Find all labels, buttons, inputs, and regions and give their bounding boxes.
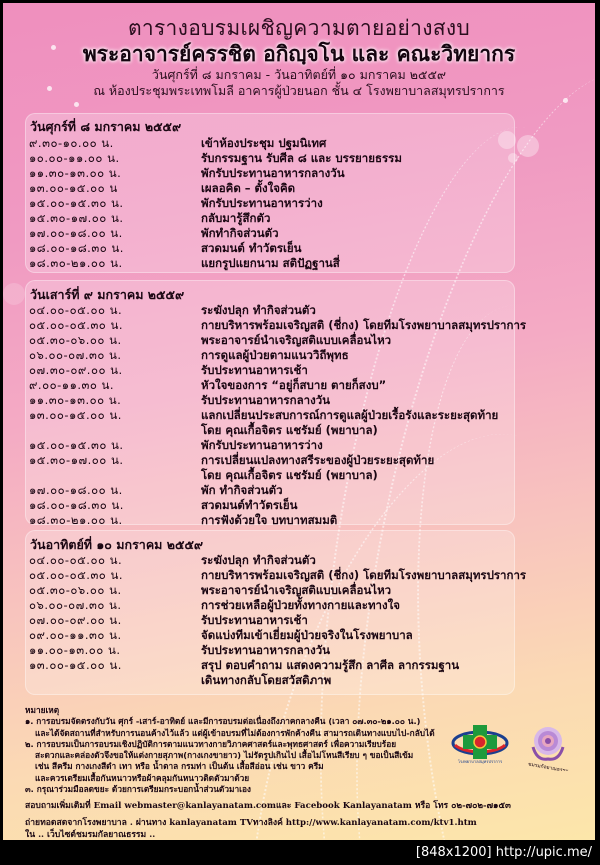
- schedule-row: ๐๕.๓๐-๐๖.๐๐ น. พระอาจารย์นำเจริญสติแบบเคลื่อนไหว: [29, 333, 392, 347]
- live-stream-info: ถ่ายทอดสดจากโรงพยาบาล . ผ่านทาง kanlayanatam TVทางลิงค์ http://www.kanlayanatam.com/ktv1.htm: [25, 818, 477, 828]
- title-line-2: พระอาจารย์ครรชิต อกิญฺจโน และ คณะวิทยากร: [82, 42, 516, 66]
- schedule-row: ๑๓.๐๐-๑๕.๐๐ น. แลกเปลี่ยนประสบการณ์การดูแลผู้ป่วยเรื้อรังและระยะสุดท้าย: [29, 408, 499, 422]
- schedule-row: ๐๗.๓๐-๐๙.๐๐ น. รับประทานอาหารเช้า: [29, 363, 308, 377]
- schedule-row: ๙.๐๐-๑๑.๓๐ น. หัวใจของการ “อยู่ก็สบาย ตายก็สงบ”: [29, 378, 387, 392]
- schedule-row: ๑๕.๓๐-๑๗.๐๐ น. การเปลี่ยนแปลงทางสรีระของผู้ป่วยระยะสุดท้าย: [29, 453, 435, 467]
- notes-heading: หมายเหตุ: [25, 705, 60, 715]
- schedule-row: เดินทางกลับโดยสวัสดิภาพ: [201, 673, 332, 687]
- schedule-row: ๐๕.๐๐-๐๕.๓๐ น. กายบริหารพร้อมเจริญสติ (ชี่กง) โดยทีมโรงพยาบาลสมุทรปราการ: [29, 568, 527, 582]
- schedule-row: ๑๕.๐๐-๑๕.๓๐ น. พักรับประทานอาหารว่าง: [29, 196, 323, 210]
- date-range: วันศุกร์ที่ ๘ มกราคม - วันอาทิตย์ที่ ๑๐ มกราคม ๒๕๕๙: [151, 67, 447, 82]
- note-line: และได้จัดสถานที่สำหรับการนอนค้างไว้แล้ว แต่ผู้เข้าอบรมที่ไม่ต้องการพักค้างคืน สามารถเดินทางแบบไป-กลับได้: [35, 727, 435, 738]
- schedule-row: ๙.๓๐-๑๐.๐๐ น. เข้าห้องประชุม ปฐมนิเทศ: [29, 136, 327, 150]
- schedule-row: ๐๕.๓๐-๐๖.๐๐ น. พระอาจารย์นำเจริญสติแบบเคลื่อนไหว: [29, 583, 392, 597]
- schedule-row: ๐๔.๐๐-๐๕.๐๐ น. ระฆังปลุก ทำกิจส่วนตัว: [29, 303, 316, 317]
- schedule-row: ๑๑.๐๐-๑๓.๐๐ น. รับประทานอาหารกลางวัน: [29, 643, 331, 657]
- note-line: ๑. การอบรมจัดตรงกับวัน ศุกร์ -เสาร์-อาทิตย์ และมีการอบรมต่อเนื่องถึงภาคกลางคืน (เวลา ๐๗.๓๐-๒๑.๐๐ น.): [25, 716, 421, 727]
- watermark: [848x1200] http://upic.me/: [415, 845, 592, 860]
- schedule-row: ๑๘.๐๐-๑๘.๓๐ น. สวดมนต์ ทำวัตรเย็น: [29, 241, 302, 255]
- poster-header: [3, 15, 595, 99]
- schedule-row: ๐๖.๐๐-๐๗.๓๐ น. การช่วยเหลือผู้ป่วยทั้งทางกายและทางใจ: [29, 598, 400, 612]
- day-title-friday: วันศุกร์ที่ ๘ มกราคม ๒๕๕๙: [30, 119, 182, 134]
- schedule-row: ๐๖.๐๐-๐๗.๓๐ น. การดูแลผู้ป่วยตามแนววิถีพุทธ: [29, 348, 349, 362]
- schedule-row: ๐๗.๐๐-๐๙.๐๐ น. รับประทานอาหารเช้า: [29, 613, 308, 627]
- title-line-1: ตารางอบรมเผชิญความตายอย่างสงบ: [127, 16, 471, 40]
- poster: [3, 3, 595, 840]
- schedule-row: ๑๑.๓๐-๑๓.๐๐ น. รับประทานอาหารกลางวัน: [29, 393, 331, 407]
- day-title-saturday: วันเสาร์ที่ ๙ มกราคม ๒๕๕๙: [30, 287, 185, 302]
- schedule-row: ๑๗.๐๐-๑๘.๐๐ น. พักทำกิจส่วนตัว: [29, 226, 279, 240]
- schedule-row: ๑๓.๐๐-๑๕.๐๐ น. สรุป ตอบคำถาม แสดงความรู้สึก ลาศีล ลากรรมฐาน: [29, 658, 460, 672]
- schedule-row: โดย คุณเกื้อจิตร แชรัมย์ (พยาบาล): [201, 423, 378, 437]
- schedule-row: ๑๘.๐๐-๑๘.๓๐ น. สวดมนต์ทำวัตรเย็น: [29, 498, 298, 512]
- schedule-row: ๑๑.๓๐-๑๓.๐๐ น. พักรับประทานอาหารกลางวัน: [29, 166, 345, 180]
- svg-text:ชมรมกัลยาณธรรม: ชมรมกัลยาณธรรม: [527, 761, 569, 771]
- svg-text:โรงพยาบาลสมุทรปราการ: โรงพยาบาลสมุทรปราการ: [457, 759, 503, 764]
- schedule-row: ๐๕.๐๐-๐๕.๓๐ น. กายบริหารพร้อมเจริญสติ (ชี่กง) โดยทีมโรงพยาบาลสมุทรปราการ: [29, 318, 527, 332]
- schedule-row: ๑๘.๓๐-๒๑.๐๐ น. แยกรูปแยกนาม สติปัฏฐานสี่: [29, 256, 340, 270]
- club-logo: [523, 721, 573, 771]
- note-line: ๓. กรุณาร่วมมือลดขยะ ด้วยการเตรียมกระบอกน้ำส่วนตัวมาเอง: [25, 784, 251, 795]
- note-line: เช่น สีครีม กางเกงสีดำ เทา หรือ น้ำตาล กรมท่า เป็นต้น เสื้อสีอ่อน เช่น ขาว ครีม: [35, 761, 324, 772]
- schedule-row: ๑๗.๐๐-๑๘.๐๐ น. พัก ทำกิจส่วนตัว: [29, 483, 283, 497]
- note-line: สะดวกและคล่องตัวจึงขอให้แต่งกายสุภาพ(กางเกงขายาว) ไม่รัดรูปเกินไป เสื้อไม่โหนสีเรียบ ๆ ขอเป็นสีเข้ม: [35, 750, 414, 761]
- schedule-row: ๑๓.๐๐-๑๕.๐๐ น เผลอคิด – ตั้งใจคิด: [29, 181, 296, 195]
- schedule-row: โดย คุณเกื้อจิตร แชรัมย์ (พยาบาล): [201, 468, 378, 482]
- schedule-row: ๑๕.๓๐-๑๗.๐๐ น. กลับมารู้สึกตัว: [29, 211, 271, 225]
- venue: ณ ห้องประชุมพระเทพโมลี อาคารผู้ป่วยนอก ชั้น ๔ โรงพยาบาลสมุทรปราการ: [93, 83, 505, 98]
- schedule-row: ๑๘.๓๐-๒๑.๐๐ น. การฟังด้วยใจ บทบาทสมมติ: [29, 513, 338, 527]
- website-info: ใน .. เว็บไซต์ชมรมกัลยาณธรรม ..: [25, 830, 156, 840]
- hospital-logo: [450, 721, 510, 765]
- day-title-sunday: วันอาทิตย์ที่ ๑๐ มกราคม ๒๕๕๙: [30, 537, 204, 552]
- schedule-row: ๑๐.๐๐-๑๑.๐๐ น. รับกรรมฐาน รับศีล ๘ และ บรรยายธรรม: [29, 151, 402, 165]
- note-line: และควรเตรียมเสื้อกันหนาวหรือผ้าคลุมกันหนาวติดตัวมาด้วย: [35, 772, 250, 783]
- contact-info: สอบถามเพิ่มเติมที่ Email webmaster@kanlayanatam.comและ Facebook Kanlayanatam หรือ โทร ๐๒-๗๐๒-๗๑๕๓: [25, 801, 511, 811]
- schedule-row: ๐๔.๐๐-๐๕.๐๐ น. ระฆังปลุก ทำกิจส่วนตัว: [29, 553, 316, 567]
- note-line: ๒. การอบรมเป็นการอบรมเชิงปฏิบัติการตามแนวทางกายวิภาคศาสตร์และพุทธศาสตร์ เพื่อความเรียบร้อย: [25, 738, 397, 749]
- schedule-row: ๑๕.๐๐-๑๕.๓๐ น. พักรับประทานอาหารว่าง: [29, 438, 323, 452]
- schedule-row: ๐๙.๐๐-๑๑.๓๐ น. จัดแบ่งทีมเข้าเยี่ยมผู้ป่วยจริงในโรงพยาบาล: [29, 628, 413, 642]
- notes-section: [25, 705, 445, 795]
